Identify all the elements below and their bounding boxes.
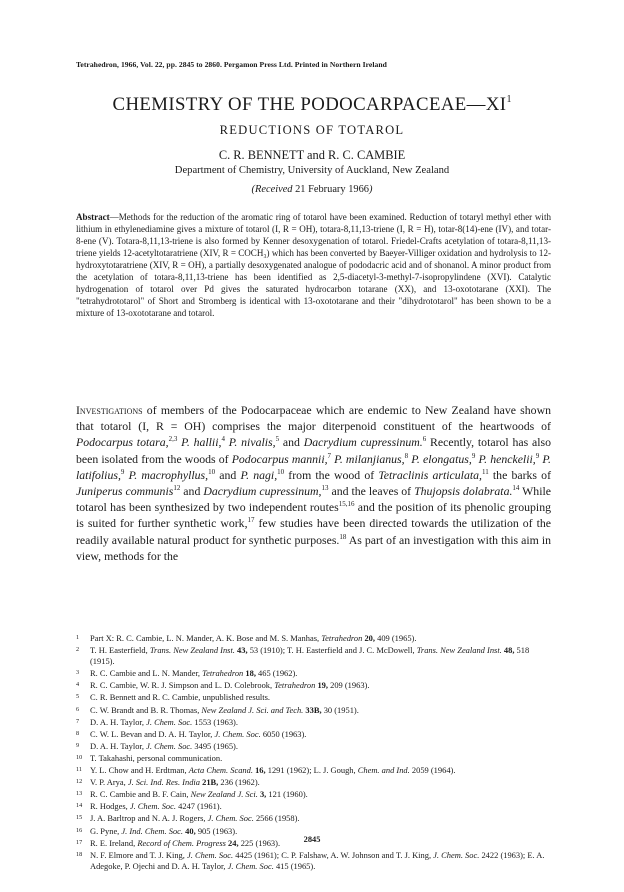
received-date-value: 21 February 1966 xyxy=(295,184,369,195)
journal-name: Tetrahedron xyxy=(202,668,244,679)
body-lead: Investigations xyxy=(76,403,143,417)
footnote-number: 12 xyxy=(76,778,83,786)
journal-name: J. Chem. Soc. xyxy=(146,740,193,751)
citation-ref: 10 xyxy=(277,467,285,476)
body-text-run: from the wood of xyxy=(284,467,379,482)
footnote-number: 16 xyxy=(76,826,83,834)
journal-name: Chem. and Ind. xyxy=(357,765,410,776)
body-text-run: and xyxy=(279,435,304,450)
body-text-run: and the position of its phenolic grouping is suited for further synthetic work, xyxy=(76,500,551,531)
footnote-item xyxy=(76,632,551,644)
journal-name: Acta Chem. Scand. xyxy=(188,765,253,776)
volume-number: 21B, xyxy=(200,777,219,788)
journal-name: J. Sci. Ind. Res. India xyxy=(127,777,200,788)
journal-name: New Zealand J. Sci. xyxy=(190,789,258,800)
journal-name: J. Chem. Soc. xyxy=(146,716,193,727)
citation-ref: 10 xyxy=(208,467,216,476)
footnote-text: 518 (1915). xyxy=(90,645,530,667)
footnote-item xyxy=(76,679,551,691)
footnote-text: 2566 (1958). xyxy=(253,813,300,824)
species-name: Podocarpus totara, xyxy=(76,435,169,450)
footnote-number: 4 xyxy=(76,681,80,689)
footnote-text: T. H. Easterfield, xyxy=(90,645,150,656)
journal-name: J. Chem. Soc. xyxy=(214,728,261,739)
citation-ref: 18 xyxy=(339,532,347,541)
footnote-item xyxy=(76,667,551,679)
footnote-text: V. P. Arya, xyxy=(90,777,128,788)
footnote-text: N. F. Elmore and T. J. King, xyxy=(90,849,187,860)
footnote-number: 7 xyxy=(76,717,80,725)
footnote-number: 5 xyxy=(76,693,80,701)
journal-name: New Zealand J. Sci. and Tech. xyxy=(201,704,304,715)
body-text-run: the barks of xyxy=(488,467,552,482)
footnote-text: R. Hodges, xyxy=(90,801,130,812)
footnote-item xyxy=(76,849,551,872)
received-prefix: (Received xyxy=(251,184,296,195)
footnote-number: 18 xyxy=(76,850,83,858)
footnote-item xyxy=(76,764,551,776)
species-name: Thujopsis dolabrata. xyxy=(414,484,513,499)
journal-name: J. Chem. Soc. xyxy=(129,801,177,812)
volume-number: 19, xyxy=(315,680,328,691)
citation-ref: 9 xyxy=(120,467,125,476)
footnote-number: 15 xyxy=(76,814,83,822)
footnote-text: 1553 (1963). xyxy=(192,716,238,727)
footnote-number: 1 xyxy=(76,634,80,641)
body-paragraph xyxy=(76,402,551,564)
volume-number: 48, xyxy=(501,645,515,656)
citation-ref: 13 xyxy=(321,484,329,493)
footnote-text: C. W. L. Bevan and D. A. H. Taylor, xyxy=(90,728,215,739)
species-name: Tetraclinis articulata, xyxy=(378,467,482,482)
affiliation: Department of Chemistry, University of Auckland, New Zealand xyxy=(174,165,450,176)
footnote-number: 10 xyxy=(76,753,83,761)
volume-number: 33B, xyxy=(303,704,322,715)
species-name: P. nagi, xyxy=(240,467,278,482)
footnote-item xyxy=(76,800,551,812)
citation-ref: 17 xyxy=(247,516,255,525)
footnote-text: 4425 (1961); C. P. Falshaw, A. W. Johnson and T. J. King, xyxy=(233,849,434,860)
abstract xyxy=(76,211,551,319)
footnote-number: 6 xyxy=(76,705,80,713)
body-text-run: few studies have been directed towards the utilization of the readily available natural product for synthetic purposes. xyxy=(76,516,551,547)
footnote-number: 8 xyxy=(76,729,80,737)
footnote-text: C. W. Brandt and B. R. Thomas, xyxy=(90,704,202,715)
footnote-text: 3495 (1965). xyxy=(192,740,238,751)
journal-name: Tetrahedron xyxy=(321,633,363,643)
footnote-text: C. R. Bennett and R. C. Cambie, unpublished results. xyxy=(90,692,270,703)
footnote-number: 17 xyxy=(76,838,83,846)
footnote-text: 905 (1963). xyxy=(195,825,238,836)
footnote-item xyxy=(76,776,551,788)
citation-ref: 9 xyxy=(471,451,476,460)
journal-name: J. Chem. Soc. xyxy=(433,849,480,860)
journal-masthead: Tetrahedron, 1966, Vol. 22, pp. 2845 to 2860. Pergamon Press Ltd. Printed in Northern Ireland xyxy=(76,60,387,69)
footnote-text: D. A. H. Taylor, xyxy=(90,740,147,751)
species-name: P. elongatus, xyxy=(411,451,472,466)
body-text-run: While totarol has been synthesized by two independent routes xyxy=(76,484,551,515)
citation-ref: 8 xyxy=(404,451,409,460)
volume-number: 43, xyxy=(234,645,248,656)
body-text-run: As part of an investigation with this aim in view, methods for the xyxy=(76,532,551,563)
footnote-item xyxy=(76,752,551,764)
volume-number: 24, xyxy=(225,837,239,848)
footnote-number: 14 xyxy=(76,802,83,810)
footnote-text: R. E. Ireland, xyxy=(90,837,138,848)
species-name: P. henckelii, xyxy=(478,451,536,466)
title-footnote-ref: 1 xyxy=(506,94,512,105)
citation-ref: 12 xyxy=(173,484,181,493)
footnote-number: 3 xyxy=(76,669,80,677)
volume-number: 16, xyxy=(252,765,266,776)
journal-name: Tetrahedron xyxy=(274,680,316,691)
journal-name: Record of Chem. Progress xyxy=(137,837,226,848)
footnote-number: 9 xyxy=(76,741,80,749)
footnote-item xyxy=(76,716,551,728)
citation-ref: 7 xyxy=(327,451,332,460)
footnote-text: 465 (1962). xyxy=(255,668,298,679)
footnote-text: 2422 (1963); E. A. Adegoke, P. Ojechi and D. A. H. Taylor, xyxy=(90,849,545,871)
received-date xyxy=(0,184,624,195)
footnote-text: 53 (1910); T. H. Easterfield and J. C. McDowell, xyxy=(247,645,417,656)
journal-name: J. Chem. Soc. xyxy=(227,860,274,871)
abstract-label: Abstract xyxy=(76,212,110,222)
footnote-text: R. C. Cambie and B. F. Cain, xyxy=(90,789,191,800)
article-title-text: CHEMISTRY OF THE PODOCARPACEAE—XI xyxy=(112,94,507,115)
footnote-number: 13 xyxy=(76,790,83,798)
citation-ref: 5 xyxy=(275,435,280,444)
species-name: Dacrydium cupressinum, xyxy=(203,484,322,499)
footnote-item xyxy=(76,740,551,752)
authors: C. R. BENNETT and R. C. CAMBIE xyxy=(218,148,406,162)
citation-ref: 14 xyxy=(512,484,520,493)
species-name: P. macrophyllus, xyxy=(128,467,209,482)
footnote-text: 409 (1965). xyxy=(374,633,417,643)
citation-ref: 4 xyxy=(221,435,225,444)
citation-ref: 9 xyxy=(535,451,540,460)
species-name: P. milanjianus, xyxy=(334,451,405,466)
footnote-number: 2 xyxy=(76,646,80,654)
footnote-text: R. C. Cambie and L. N. Mander, xyxy=(90,668,203,679)
journal-name: J. Chem. Soc. xyxy=(186,849,234,860)
footnote-item xyxy=(76,704,551,716)
citation-ref: 11 xyxy=(482,467,489,476)
body-text-run: of members of the Podocarpaceae which are endemic to New Zealand have shown that totarol (I, R = OH) comprises the major diterpenoid constituent of the heartwoods of xyxy=(76,403,551,434)
footnote-text: 121 (1960). xyxy=(266,789,308,800)
footnote-text: J. A. Barltrop and N. A. J. Rogers, xyxy=(90,813,208,824)
footnote-item xyxy=(76,728,551,740)
footnote-item xyxy=(76,788,551,800)
species-name: Juniperus communis xyxy=(76,484,174,499)
volume-number: 3, xyxy=(257,789,267,800)
footnote-text: G. Pyne, xyxy=(90,825,122,836)
footnote-text: 30 (1951). xyxy=(321,704,359,715)
footnote-text: D. A. H. Taylor, xyxy=(90,716,147,727)
footnote-number: 11 xyxy=(76,766,82,774)
species-name: P. hallii, xyxy=(181,435,222,450)
species-name: Dacrydium cupressinum. xyxy=(303,435,423,450)
journal-name: Trans. New Zealand Inst. xyxy=(416,645,502,656)
body-text-run: and xyxy=(180,484,204,499)
species-name: Podocarpus mannii, xyxy=(231,451,328,466)
citation-ref: 6 xyxy=(422,435,427,444)
volume-number: 20, xyxy=(362,633,375,643)
citation-ref: 2,3 xyxy=(168,435,178,444)
footnote-text: 2059 (1964). xyxy=(409,765,456,776)
footnote-text: 415 (1965). xyxy=(273,860,316,871)
footnote-text: 1291 (1962); L. J. Gough, xyxy=(265,765,358,776)
journal-name: J. Chem. Soc. xyxy=(207,813,254,824)
species-name: P. nivalis, xyxy=(228,435,276,450)
footnote-text: 6050 (1963). xyxy=(260,728,307,739)
footnote-text: Y. L. Chow and H. Erdtman, xyxy=(90,765,189,776)
footnote-text: Part X: R. C. Cambie, L. N. Mander, A. K. Bose and M. S. Manhas, xyxy=(90,633,322,643)
body-text-run: and xyxy=(215,467,241,482)
footnote-item xyxy=(76,691,551,703)
volume-number: 18, xyxy=(243,668,256,679)
citation-ref: 15,16 xyxy=(338,500,355,509)
footnote-item xyxy=(76,644,551,667)
body-text-run: Recently, totarol has also been isolated from the woods of xyxy=(76,435,552,466)
article-subtitle: REDUCTIONS OF TOTAROL xyxy=(219,123,405,137)
abstract-text: —Methods for the reduction of the aromatic ring of totarol have been examined. Reduction of totaryl methyl ether with lithium in ethylenediamine gives a mixture of totarol (I, R = OH), totara-8,11,13-triene (I, R = H), totar-8(14)-ene (IV), and totar-8-ene (V). Totara-8,11,13-triene is also formed by Kenner desoxygenation of totarol. Friedel-Crafts acetylation of totara-8,11,13-triene yields 12-acetyltotaratriene (XIV, R = COCH₃) which has been converted by Baeyer-Villiger oxidation and hydrolysis to 12-hydroxytotaratriene (XIV, R = OH), a partially desoxygenated analogue of pododacric acid and of shonanol. A minor product from the acetylation of totara-8,11,13-triene has been identified as 2,5-diacetyl-3-methyl-7-isopropylindene (XVI). Catalytic hydrogenation of totarol over Pd gives the saturated hydrocarbon totarane (XX), and 13-oxototarane (XXI). The "tetrahydrototarol" of Short and Stromberg is identical with 13-oxototarane and their "dihydrototarol" has been shown to be a mixture of 13-oxototarane and totarol. xyxy=(76,212,551,318)
footnote-item xyxy=(76,812,551,824)
footnote-text: T. Takahashi, personal communication. xyxy=(90,752,223,763)
footnote-text: 236 (1962). xyxy=(218,777,260,788)
footnote-text: 4247 (1961). xyxy=(176,801,222,812)
species-name: P. latifolius, xyxy=(76,451,551,482)
footnote-text: 225 (1963). xyxy=(238,837,281,848)
footnote-text: 209 (1963). xyxy=(328,680,370,691)
volume-number: 40, xyxy=(183,825,196,836)
page-number: 2845 xyxy=(303,835,321,844)
article-title xyxy=(0,94,624,116)
received-suffix: ) xyxy=(368,184,373,195)
journal-name: J. Ind. Chem. Soc. xyxy=(121,825,184,836)
body-text-run: and the leaves of xyxy=(328,484,415,499)
footnote-text: R. C. Cambie, W. R. J. Simpson and L. D. Colebrook, xyxy=(90,680,275,691)
journal-name: Trans. New Zealand Inst. xyxy=(149,645,235,656)
